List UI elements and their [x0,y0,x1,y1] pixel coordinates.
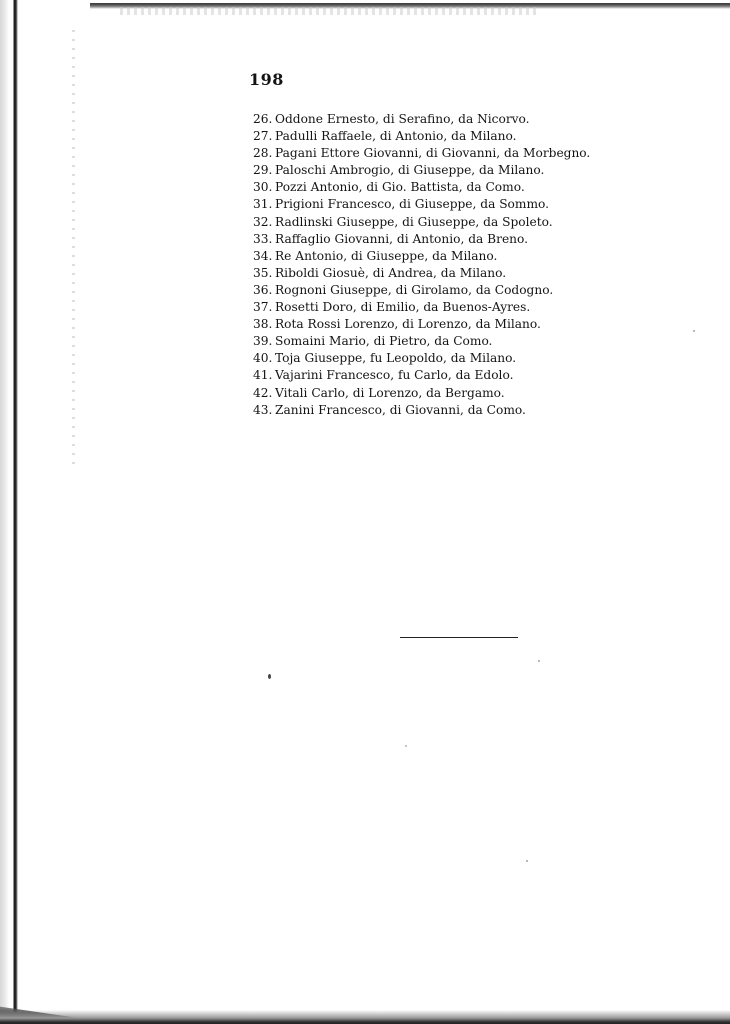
entry-number: 28. [253,146,273,161]
list-item [253,128,603,145]
list-item [253,162,603,179]
entry-text: Padulli Raffaele, di Antonio, da Milano. [275,129,517,144]
ink-speck [526,860,528,862]
entry-text: Pozzi Antonio, di Gio. Battista, da Como. [275,180,525,195]
entry-number: 37. [253,300,273,315]
list-item [253,333,603,350]
list-item [253,299,603,316]
ink-speck [538,660,540,662]
entry-number: 43. [253,402,273,417]
entry-text: Radlinski Giuseppe, di Giuseppe, da Spoleto. [275,214,553,229]
list-item [253,145,603,162]
ink-speck [693,330,695,332]
entry-number: 34. [253,248,273,263]
entry-number: 33. [253,231,273,246]
list-item [253,350,603,367]
list-item [253,248,603,265]
entry-text: Pagani Ettore Giovanni, di Giovanni, da Morbegno. [275,146,591,161]
list-item [253,179,603,196]
bottom-page-edge [0,1010,730,1024]
list-item [253,231,603,248]
entry-text: Re Antonio, di Giuseppe, da Milano. [275,248,498,263]
list-item [253,265,603,282]
entry-number: 32. [253,214,273,229]
entry-number: 39. [253,334,273,349]
entry-text: Rota Rossi Lorenzo, di Lorenzo, da Milano. [275,317,541,332]
entry-number: 27. [253,129,273,144]
entry-text: Riboldi Giosuè, di Andrea, da Milano. [275,265,507,280]
list-item [253,111,603,128]
entry-text: Rosetti Doro, di Emilio, da Buenos-Ayres. [275,300,531,315]
entry-number: 26. [253,112,273,126]
list-item [253,367,603,384]
entry-text: Raffaglio Giovanni, di Antonio, da Breno. [275,231,528,246]
entry-number: 42. [253,385,273,400]
list-item [253,196,603,213]
entry-number: 40. [253,351,273,366]
list-item [253,385,603,402]
page-number: 198 [249,70,284,89]
entry-text: Oddone Ernesto, di Serafino, da Nicorvo. [275,112,530,126]
entry-number: 29. [253,163,273,178]
entry-text: Prigioni Francesco, di Giuseppe, da Sommo. [275,197,550,212]
ink-speck [268,674,271,679]
list-item [253,282,603,299]
entry-number: 41. [253,368,273,383]
name-list [253,111,603,419]
entry-number: 31. [253,197,273,212]
entry-text: Paloschi Ambrogio, di Giuseppe, da Milano. [275,163,545,178]
entry-number: 38. [253,317,273,332]
binding-edge [0,0,26,1024]
entry-text: Zanini Francesco, di Giovanni, da Como. [275,402,526,417]
section-divider [400,637,518,638]
entry-text: Rognoni Giuseppe, di Girolamo, da Codogno. [275,282,554,297]
list-item [253,214,603,231]
list-item [253,316,603,333]
scan-noise [72,30,75,470]
ink-speck [405,745,407,747]
top-edge-noise [120,7,540,15]
entry-text: Vitali Carlo, di Lorenzo, da Bergamo. [275,385,505,400]
list-item [253,402,603,419]
entry-text: Somaini Mario, di Pietro, da Como. [275,334,493,349]
entry-text: Toja Giuseppe, fu Leopoldo, da Milano. [275,351,517,366]
entry-number: 30. [253,180,273,195]
entry-number: 35. [253,265,273,280]
entry-text: Vajarini Francesco, fu Carlo, da Edolo. [275,368,514,383]
entry-number: 36. [253,282,273,297]
